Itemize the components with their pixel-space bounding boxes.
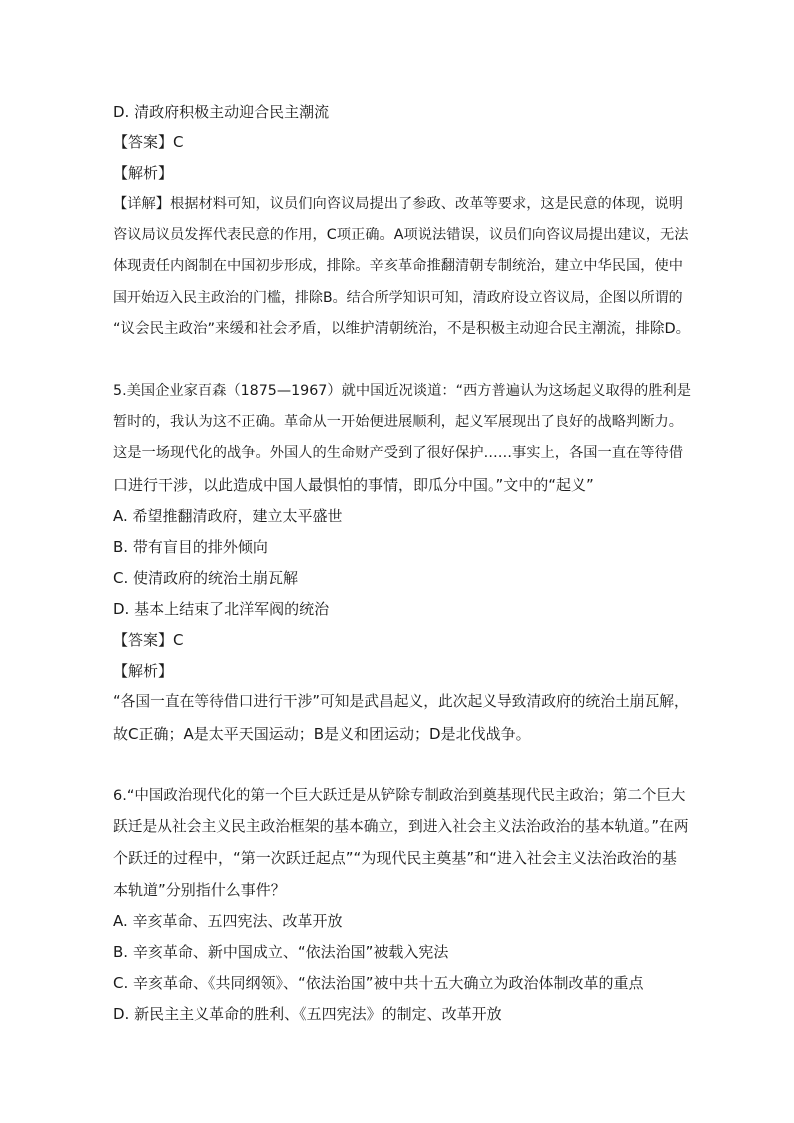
q4-detail-line: 咨议局议员发挥代表民意的作用，C项正确。A项说法错误，议员们向咨议局提出建议，无法 — [113, 227, 689, 243]
q5-analysis-line: “各国一直在等待借口进行干涉”可知是武昌起义，此次起义导致清政府的统治土崩瓦解， — [113, 693, 689, 710]
q5-stem-line: 暂时的，我认为这不正确。革命从一开始便进展顺利，起义军展现出了良好的战略判断力。 — [113, 414, 684, 430]
q6-option-b: B. 辛亥革命、新中国成立、“依法治国”被载入宪法 — [113, 943, 449, 961]
q4-detail-line: 国开始迈入民主政治的门槛，排除B。结合所学知识可知，清政府设立咨议局，企图以所谓的 — [113, 290, 683, 306]
q4-analysis-label: 【解析】 — [113, 164, 174, 182]
q6-option-a: A. 辛亥革命、五四宪法、改革开放 — [113, 912, 343, 930]
q5-stem-line: 这是一场现代化的战争。外国人的生命财产受到了很好保护……事实上，各国一直在等待借 — [113, 445, 684, 461]
q5-option-d: D. 基本上结束了北洋军阀的统治 — [113, 600, 330, 618]
q4-answer: 【答案】C — [113, 133, 184, 151]
q5-stem-line: 口进行干涉，以此造成中国人最惧怕的事情，即瓜分中国。”文中的“起义” — [113, 476, 594, 494]
q5-option-c: C. 使清政府的统治土崩瓦解 — [113, 569, 299, 587]
q6-option-c: C. 辛亥革命、《共同纲领》、“依法治国”被中共十五大确立为政治体制改革的重点 — [113, 974, 644, 992]
q4-option-d: D. 清政府积极主动迎合民主潮流 — [113, 103, 330, 121]
q5-answer: 【答案】C — [113, 631, 184, 649]
q6-stem-line: 个跃迁的过程中，“第一次跃迁起点”“为现代民主奠基”和“进入社会主义法治政治的基 — [113, 849, 677, 867]
q6-stem-line: 本轨道”分别指什么事件？ — [113, 881, 286, 899]
q4-detail-line: “议会民主政治”来缓和社会矛盾，以维护清朝统治，不是积极主动迎合民主潮流，排除D。 — [113, 321, 691, 337]
q5-option-b: B. 带有盲目的排外倾向 — [113, 538, 268, 556]
q4-detail-line: 【详解】根据材料可知，议员们向咨议局提出了参政、改革等要求，这是民意的体现，说明 — [113, 196, 684, 212]
q5-analysis-label: 【解析】 — [113, 662, 174, 680]
q4-detail-line: 体现责任内阁制在中国初步形成，排除。辛亥革命推翻清朝专制统治，建立中华民国，使中 — [113, 258, 684, 274]
q5-option-a: A. 希望推翻清政府，建立太平盛世 — [113, 507, 343, 525]
q6-stem-line: 跃迁是从社会主义民主政治框架的基本确立，到进入社会主义法治政治的基本轨道。”在两 — [113, 818, 689, 835]
q5-analysis-line: 故C正确；A是太平天国运动；B是义和团运动；D是北伐战争。 — [113, 725, 531, 743]
q6-option-d: D. 新民主主义革命的胜利、《五四宪法》的制定、改革开放 — [113, 1005, 502, 1023]
q5-stem-line: 5.美国企业家百森（1875—1967）就中国近况谈道：“西方普遍认为这场起义取得的胜利是 — [113, 383, 692, 399]
q6-stem-line: 6.“中国政治现代化的第一个巨大跃迁是从铲除专制政治到奠基现代民主政治；第二个巨大 — [113, 788, 686, 804]
